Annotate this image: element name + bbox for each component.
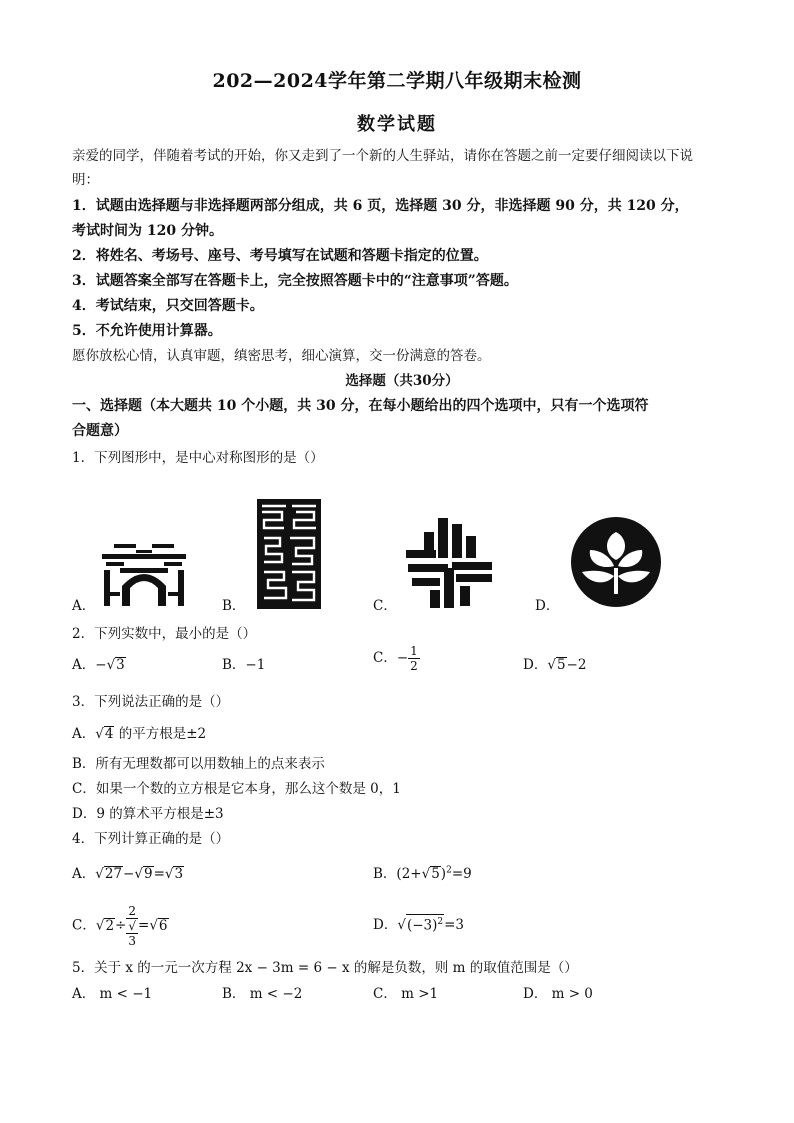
closing-line: 愿你放松心情，认真审题，缜密思考，细心演算，交一份满意的答卷。 [72, 348, 491, 364]
rule-3: 3．试题答案全部写在答题卡上，完全按照答题卡中的“注意事项”答题。 [72, 273, 518, 289]
section-desc-2: 合题意） [72, 423, 128, 439]
q4-b-open: (2+ [396, 866, 422, 882]
q2-d-tail: −2 [566, 657, 587, 673]
q4-c-op: ÷ [115, 917, 127, 934]
q4-c-label: C． [72, 917, 96, 934]
q4-option-a: A．√27−√9=√3 [72, 866, 184, 882]
q4-a-eq: = [153, 866, 165, 882]
intro-line-2: 明： [72, 172, 99, 188]
q2-c-label: C． [373, 650, 397, 666]
q2-option-b [222, 653, 265, 673]
q4-a-radicand-3: 3 [174, 866, 184, 882]
q2-b-label: B． [222, 657, 246, 673]
exam-title: 202—2024学年第二学期八年级期末检测 [212, 70, 582, 92]
q4-d-exponent: 2 [437, 916, 444, 927]
q1-option-c-label: C． [373, 598, 397, 614]
q2-b-value: −1 [245, 657, 266, 673]
q4-b-label: B． [373, 866, 397, 882]
rule-1b: 考试时间为 120 分钟。 [72, 223, 223, 239]
q4-c-eq: = [138, 917, 150, 934]
q2-c-numerator: 1 [410, 644, 418, 658]
q4-b-eq: =9 [451, 866, 472, 882]
q5-option-b: B． m < −2 [222, 986, 303, 1002]
q2-stem: 2．下列实数中，最小的是（） [72, 626, 257, 642]
q4-a-radicand-2: 9 [143, 866, 153, 882]
q2-a-radicand: 3 [116, 657, 125, 673]
intro-line-1: 亲爱的同学，伴随着考试的开始，你又走到了一个新的人生驿站，请你在答题之前一定要仔细阅读以下说 [72, 148, 693, 164]
q5-option-a: A． m < −1 [72, 986, 153, 1002]
q3-stem: 3．下列说法正确的是（） [72, 694, 230, 710]
seal-pattern-icon [256, 498, 322, 610]
q3-a-label: A． [72, 726, 96, 742]
rule-2: 2．将姓名、考场号、座号、考号填写在试题和答题卡指定的位置。 [72, 248, 488, 264]
q4-d-eq: =3 [444, 917, 465, 933]
q2-option-d: D．√5−2 [523, 657, 587, 673]
exam-subtitle: 数学试题 [357, 114, 437, 135]
q5-option-c: C． m >1 [373, 986, 439, 1002]
q4-a-op: − [123, 866, 135, 882]
rule-1a: 1．试题由选择题与非选择题两部分组成，共 6 页，选择题 30 分，非选择题 90 分，共 120 分， [72, 198, 689, 214]
section-heading: 选择题（共30分） [345, 373, 459, 389]
q4-b-close: ) [440, 866, 447, 882]
q1-option-a-label: A． [72, 598, 96, 614]
q2-d-radicand: 5 [556, 657, 566, 673]
q4-c-numerator: 2 [128, 904, 136, 918]
rule-5: 5．不允许使用计算器。 [72, 323, 222, 339]
q4-d-label: D． [373, 917, 398, 933]
q2-option-a: A．−√3 [72, 657, 125, 673]
q2-d-label: D． [523, 657, 548, 673]
q4-option-b: B．$(2+√5)^2=9$ [373, 865, 472, 882]
lotus-circle-icon [570, 516, 662, 608]
q4-c-radicand-2: 6 [158, 917, 168, 934]
interlock-pattern-icon [404, 516, 496, 610]
q4-a-radicand-1: 27 [104, 866, 123, 882]
q2-c-denominator: 2 [410, 659, 418, 673]
q3-option-a: A．√4 的平方根是±2 [72, 726, 207, 742]
q4-a-label: A． [72, 866, 96, 882]
q2-c-minus: − [396, 650, 409, 666]
q2-a-minus: − [95, 657, 107, 673]
q4-b-exponent: 2 [446, 865, 452, 876]
q1-option-d-label: D． [535, 598, 560, 614]
pavilion-icon [100, 540, 188, 610]
q2-a-label: A． [72, 657, 96, 673]
q4-d-inner: (−3) [406, 917, 438, 933]
q4-c-fraction: 2 √ 3 [128, 904, 136, 948]
rule-4: 4．考试结束，只交回答题卡。 [72, 298, 264, 314]
q2-option-c [373, 644, 420, 673]
q4-c-radicand-1: 2 [105, 917, 115, 934]
q3-a-radicand: 4 [104, 726, 114, 742]
q4-stem: 4．下列计算正确的是（） [72, 831, 230, 847]
q5-option-d: D． m > 0 [523, 986, 593, 1002]
q5-stem: 5．关于 x 的一元一次方程 2x − 3m = 6 − x 的解是负数，则 m 的取值范围是（） [72, 960, 578, 976]
q4-d-radicand [406, 914, 444, 933]
q3-option-d: D．9 的算术平方根是±3 [72, 806, 224, 822]
q1-stem: 1．下列图形中，是中心对称图形的是（） [72, 450, 324, 466]
q4-option-d: D．$√(-3)^2=3$ [373, 913, 464, 933]
q4-c-denominator-radicand: 3 [128, 934, 136, 948]
section-desc-1: 一、选择题（本大题共 10 个小题，共 30 分，在每小题给出的四个选项中，只有一个选项符 [72, 398, 649, 414]
q3-option-c: C．如果一个数的立方根是它本身，那么这个数是 0，1 [72, 781, 401, 797]
q3-option-b: B．所有无理数都可以用数轴上的点来表示 [72, 756, 325, 772]
q2-c-fraction [408, 644, 420, 673]
q4-b-radicand: 5 [431, 866, 440, 882]
q3-a-text: 的平方根是±2 [114, 726, 207, 742]
q4-option-c: C．√2÷ 2 √ 3 =√6 [72, 904, 168, 948]
q1-option-b-label: B． [222, 598, 246, 614]
